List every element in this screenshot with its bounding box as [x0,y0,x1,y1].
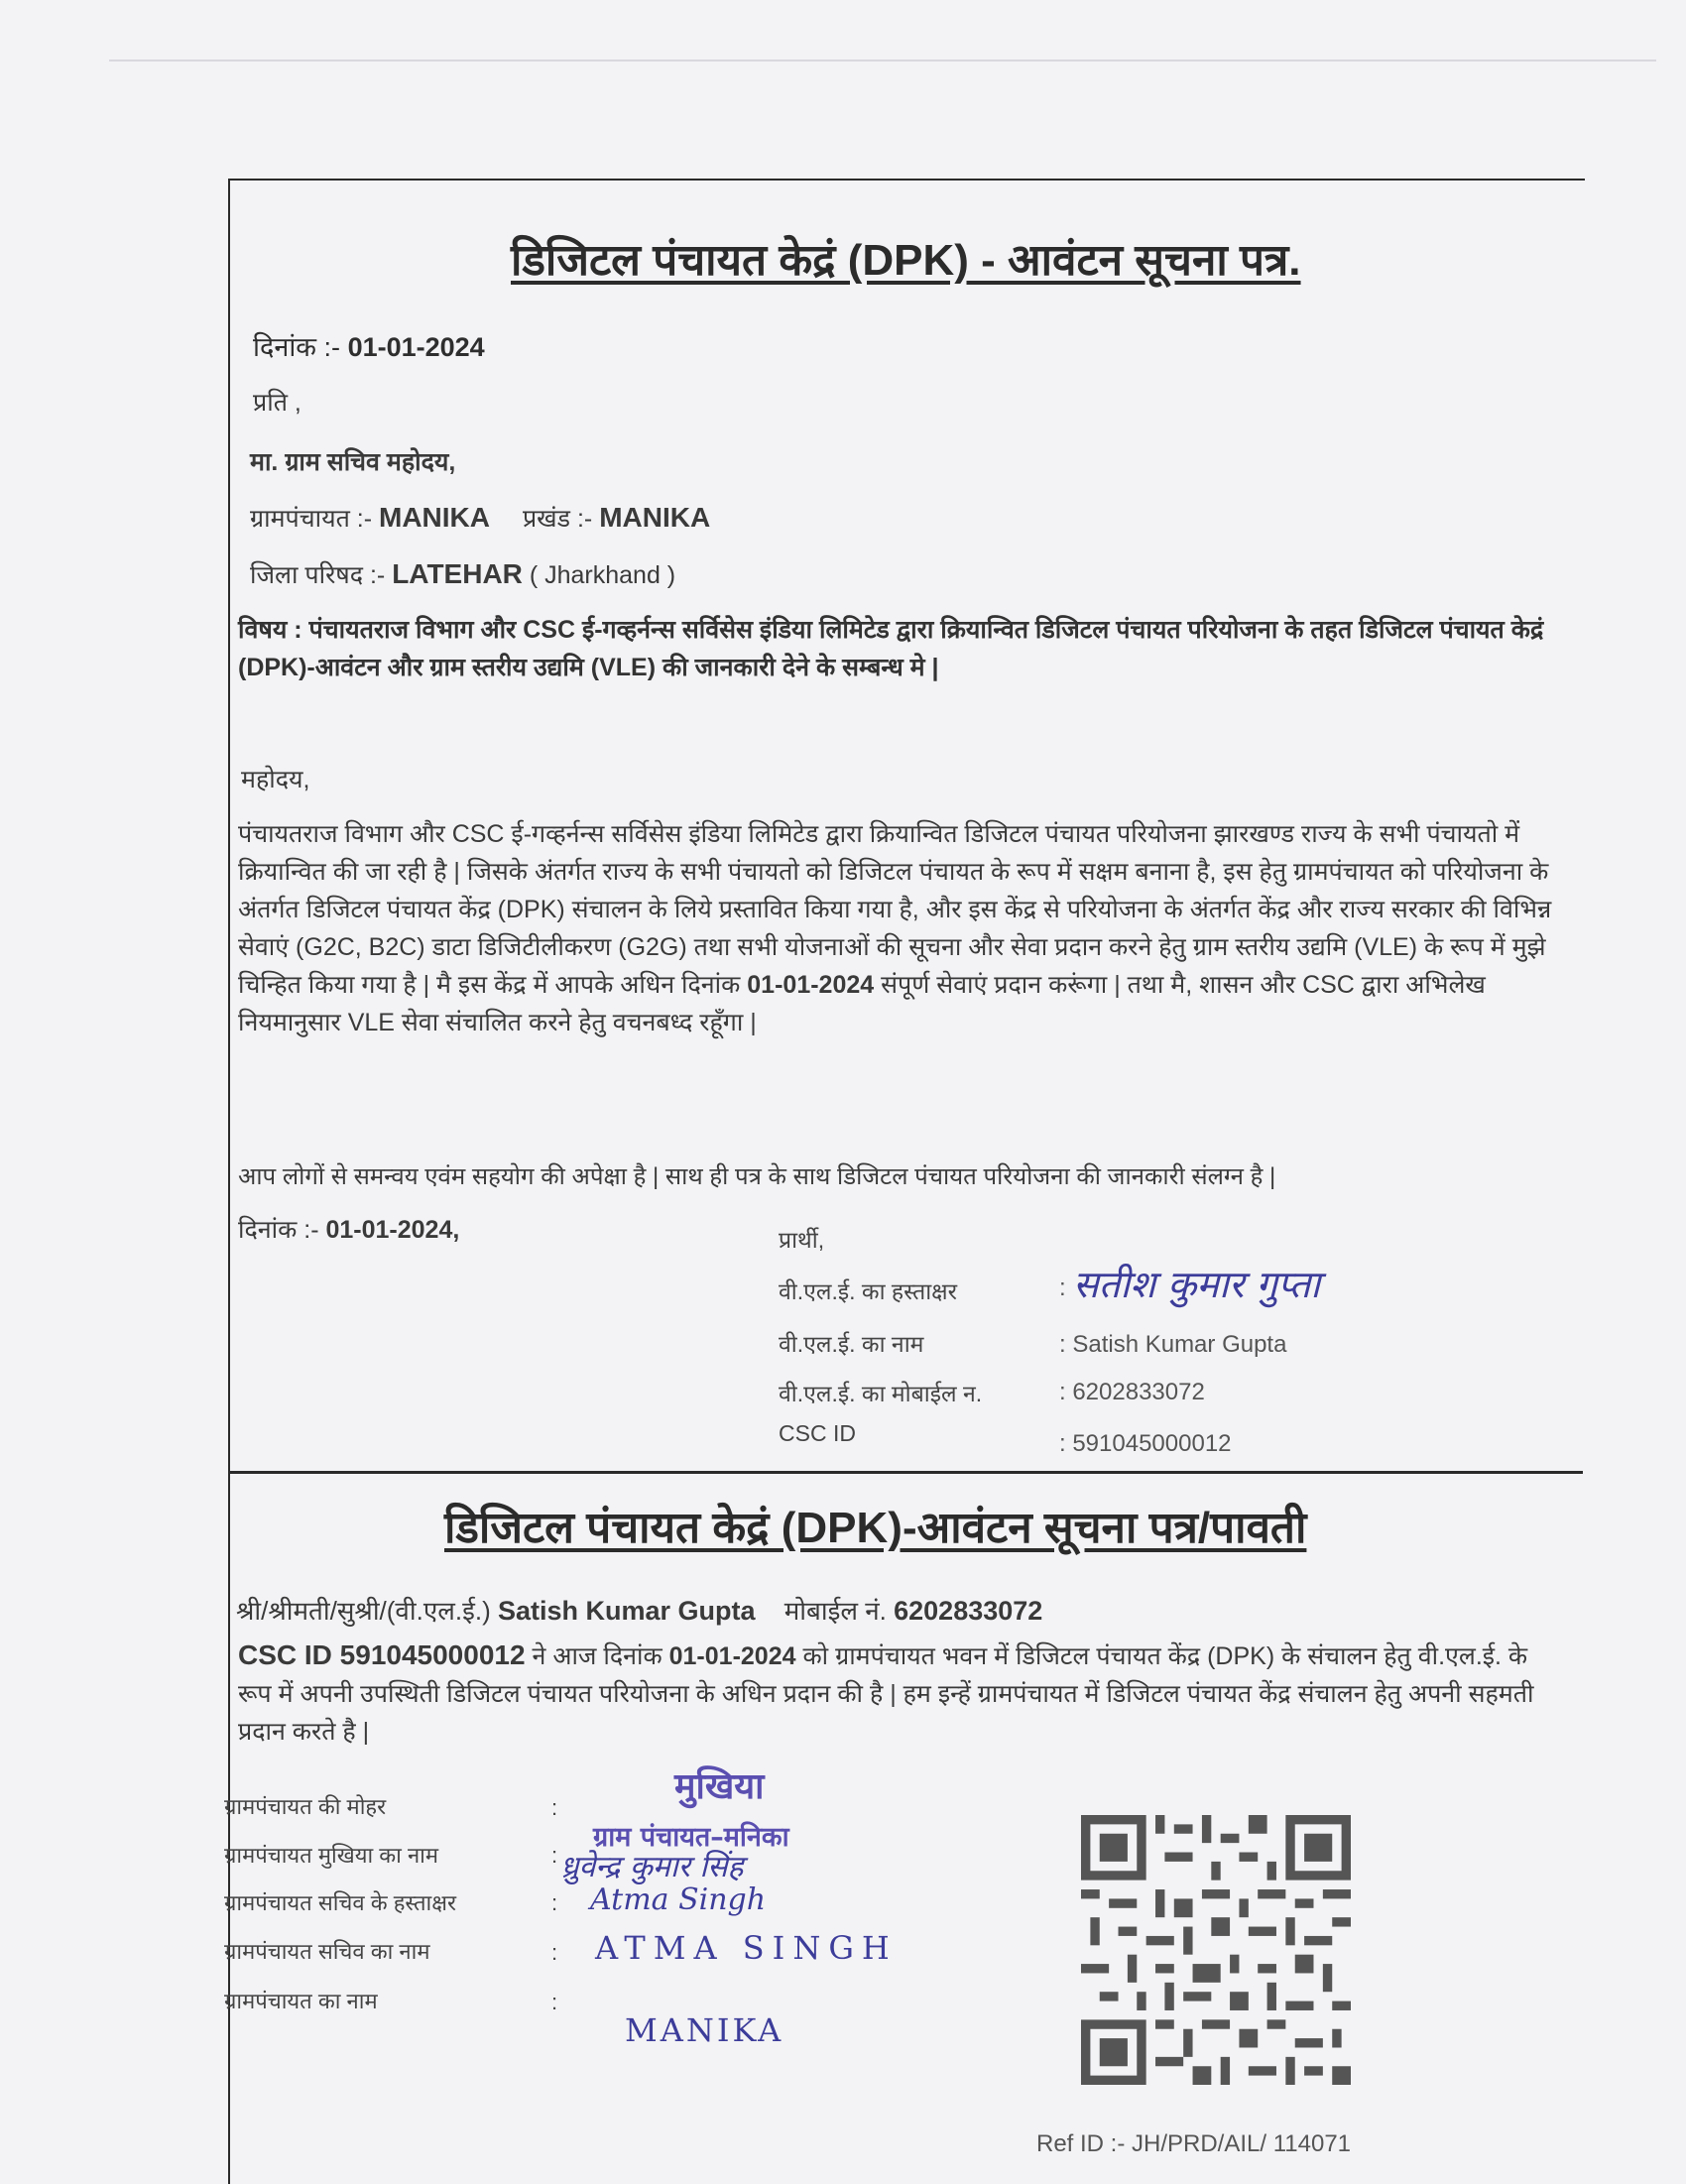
receipt-name-line [236,1592,1042,1628]
seal-colon: : [551,1795,558,1820]
receipt-date: 01-01-2024 [668,1642,796,1670]
salutation: महोदय, [241,766,310,793]
closing-date-value: 01-01-2024, [325,1216,460,1244]
subject-paragraph: विषय : पंचायतराज विभाग और CSC ई-गव्हर्नन्स सर्विसेस इंडिया लिमिटेड द्वारा क्रियान्वित डिजिटल पंचायत परियोजना के तहत डिजिटल पंचायत केद्रं (DPK)-आवंटन और ग्राम स्तरीय उद्यमि (VLE) की जानकारी देने के सम्बन्ध मे | [238,616,1544,681]
body-date: 01-01-2024 [747,971,875,999]
notice-date [253,327,485,364]
body-paragraph-1 [238,815,1567,1041]
mukhiya-label: ग्रामपंचायत मुखिया का नाम [224,1843,439,1868]
block-label: प्रखंड :- [522,505,593,533]
receipt-csc-id: CSC ID 591045000012 [238,1639,526,1670]
vle-sign-label: वी.एल.ई. का हस्ताक्षर [779,1278,958,1304]
qr-code [1081,1815,1351,2085]
secretary-name-value: ATMA SINGH [595,1929,898,1967]
notice-title: डिजिटल पंचायत केद्रं (DPK) - आवंटन सूचना पत्र. [511,236,1301,285]
state-name: ( Jharkhand ) [529,561,676,589]
gp-name-label: ग्रामपंचायत का नाम [224,1989,378,2013]
scan-edge-shadow [109,60,1656,61]
to-line: प्रति , [253,389,301,417]
gp-value: MANIKA [379,502,490,533]
gp-name-value: MANIKA [625,2011,784,2049]
secretary-name-colon: : [551,1940,558,1965]
vle-mobile-value: : 6202833072 [1059,1379,1205,1405]
secretary-name-label: ग्रामपंचायत सचिव का नाम [224,1939,430,1964]
secretary-sign-label: ग्रामपंचायत सचिव के हस्ताक्षर [224,1890,456,1915]
vle-sign-colon: : [1059,1274,1066,1301]
date-value: 01-01-2024 [347,332,485,362]
closing-date [238,1212,459,1246]
district-line [250,557,675,591]
reference-id: Ref ID :- JH/PRD/AIL/ 114071 [1036,2130,1352,2157]
body-text-1-end: संपूर्ण सेवाएं प्रदान करूंगा | तथा मै, शासन और CSC द्वारा अभिलेख नियमानुसार VLE सेवा संचालित करने हेतु वचनबध्द रहूँगा | [238,971,1486,1036]
section-divider [228,1471,1583,1474]
district-label: जिला परिषद :- [250,561,386,589]
mobile-value: 6202833072 [894,1596,1043,1626]
vle-name: Satish Kumar Gupta [497,1596,756,1626]
mukhiya-signature: ध्रुवेन्द्र कुमार सिंह [560,1850,744,1884]
date-label: दिनांक :- [253,332,341,362]
body-paragraph-2: आप लोगों से समन्वय एवंम सहयोग की अपेक्षा है | साथ ही पत्र के साथ डिजिटल पंचायत परियोजना की जानकारी संलग्न है | [238,1163,1276,1190]
gp-label: ग्रामपंचायत :- [250,505,373,533]
csc-label: CSC ID [779,1420,856,1446]
receipt-paragraph [238,1637,1567,1751]
block-value: MANIKA [599,502,711,533]
body-text-1: पंचायतराज विभाग और CSC ई-गव्हर्नन्स सर्विसेस इंडिया लिमिटेड द्वारा क्रियान्वित डिजिटल पंचायत परियोजना झारखण्ड राज्य के सभी पंचायतो में क्रियान्वित की जा रही है | जिसके अंतर्गत राज्य के सभी पंचायतो को डिजिटल पंचायत के रूप में सक्षम बनाना है, इस हेतु ग्रामपंचायत को परियोजना के अंतर्गत डिजिटल पंचायत केंद्र (DPK) संचालन के लिये प्रस्तावित किया गया है, और इस केंद्र से परियोजना के अंतर्गत केंद्र और राज्य सरकार की विभिन्न सेवाएं (G2C, B2C) डाटा डिजिटीलीकरण (G2G) तथा सभी योजनाओं की सूचना और सेवा प्रदान करने हेतु ग्राम स्तरीय उद्यमि (VLE) के रूप में मुझे चिन्हित किया गया है | मै इस केंद्र में आपके अधिन दिनांक [238,820,1552,999]
vle-name-label: वी.एल.ई. का नाम [779,1331,924,1357]
receipt-title: डिजिटल पंचायत केद्रं (DPK)-आवंटन सूचना पत्र/पावती [444,1504,1307,1552]
receipt-text-b: को ग्रामपंचायत भवन में डिजिटल पंचायत केंद्र (DPK) के संचालन हेतु वी.एल.ई. के रूप में अपनी उपस्थिती डिजिटल पंचायत परियोजना के अधिन प्रदान की है | हम इन्हें ग्रामपंचायत में डिजिटल पंचायत केंद्र संचालन हेतु अपनी सहमती प्रदान करते है | [238,1642,1534,1746]
vle-signature: सतीश कुमार गुप्ता [1073,1263,1321,1306]
gp-name-colon: : [551,1990,558,2014]
vle-mobile-label: वी.एल.ई. का मोबाईल न. [779,1381,983,1406]
applicant-label: प्रार्थी, [779,1227,825,1253]
stamp-subtitle: ग्राम पंचायत–मनिका [593,1822,789,1853]
mobile-label: मोबाईल नं. [783,1596,887,1626]
closing-date-label: दिनांक :- [238,1216,319,1244]
gp-line [250,501,710,535]
addressee: मा. ग्राम सचिव महोदय, [250,448,456,476]
secretary-signature: Atma Singh [590,1882,767,1917]
receipt-text-a: ने आज दिनांक [532,1642,662,1670]
stamp-title: मुखिया [674,1766,765,1807]
mukhiya-colon: : [551,1843,558,1868]
vle-name-value: : Satish Kumar Gupta [1059,1331,1287,1358]
district-value: LATEHAR [392,558,523,589]
csc-id-value: : 591045000012 [1059,1430,1232,1457]
name-prefix: श्री/श्रीमती/सुश्री/(वी.एल.ई.) [236,1596,491,1626]
secretary-sign-colon: : [551,1890,558,1915]
seal-label: ग्रामपंचायत की मोहर [224,1794,387,1819]
